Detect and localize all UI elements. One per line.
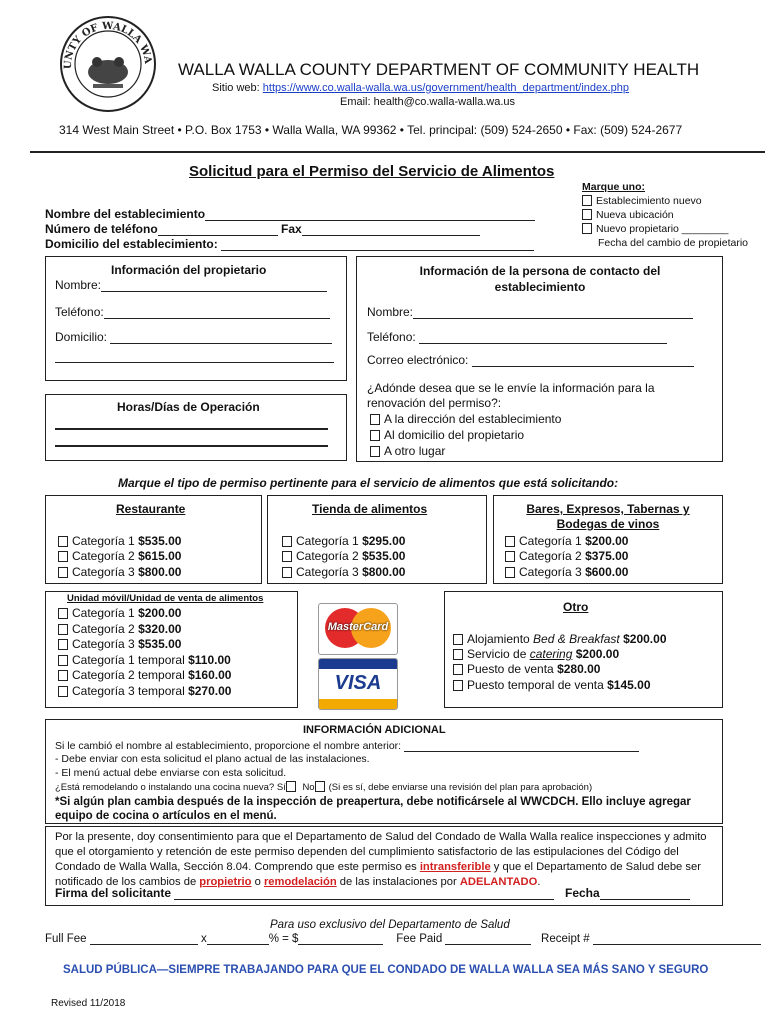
marque-owner-note: Fecha del cambio de propietario [598,237,749,249]
header-title: WALLA WALLA COUNTY DEPARTMENT OF COMMUNITY HEALTH [178,60,700,79]
plan-note: - Debe enviar con esta solicitud el plano actual de las instalaciones. [55,753,370,765]
checkbox[interactable] [282,536,292,547]
grocery-cat-2[interactable]: Categoría 2 $535.00 [282,549,405,563]
marque-option-new[interactable]: Establecimiento nuevo [582,195,702,207]
owner-address-field[interactable]: Domicilio: [55,330,332,344]
website-link[interactable]: https://www.co.walla-walla.wa.us/government/health_department/index.php [262,82,630,94]
checkbox[interactable] [582,209,592,220]
establishment-phone-field[interactable]: Número de teléfono Fax [45,222,480,236]
marque-option-owner[interactable]: Nuevo propietario ________ [582,223,729,235]
mobile-title: Unidad móvil/Unidad de venta de alimentos [67,593,264,604]
owner-title: Información del propietario [111,263,267,277]
fax-label: Fax [281,222,302,236]
mobile-item-1[interactable]: Categoría 1 $200.00 [58,606,181,620]
revised-date: Revised 11/2018 [51,998,126,1009]
bars-cat-3[interactable]: Categoría 3 $600.00 [505,565,628,579]
website-label: Sitio web: [212,82,260,94]
mobile-item-3[interactable]: Categoría 3 $535.00 [58,637,181,651]
county-seal [57,14,159,114]
checkbox[interactable] [58,686,68,697]
svg-text:COUNTY OF WALLA WALLA: UNTY OF WALLA WA [62,20,154,70]
header-address: 314 West Main Street • P.O. Box 1753 • Walla Walla, WA 99362 • Tel. principal: (509) 524-2650 • Fax: (509) 524-2677 [59,123,683,137]
checkbox[interactable] [58,536,68,547]
checkbox[interactable] [58,567,68,578]
grocery-cat-1[interactable]: Categoría 1 $295.00 [282,534,405,548]
marque-option-location[interactable]: Nueva ubicación [582,209,674,221]
checkbox[interactable] [505,551,515,562]
mobile-item-4[interactable]: Categoría 1 temporal $110.00 [58,653,231,667]
mobile-item-6[interactable]: Categoría 3 temporal $270.00 [58,684,231,698]
remodel-no-checkbox[interactable] [315,781,325,792]
checkbox[interactable] [282,567,292,578]
other-item-stand[interactable]: Puesto de venta $280.00 [453,662,600,676]
establishment-address-field[interactable]: Domicilio del establecimiento: [45,237,534,251]
restaurant-cat-1[interactable]: Categoría 1 $535.00 [58,534,181,548]
bars-cat-2[interactable]: Categoría 2 $375.00 [505,549,628,563]
contact-name-field[interactable]: Nombre: [367,305,693,319]
header-divider [30,151,765,153]
contact-title: Información de la persona de contacto del establecimiento [419,264,661,294]
checkbox[interactable] [582,195,592,206]
mastercard-logo: MasterCard [318,603,398,655]
header-email: Email: health@co.walla-walla.wa.us [340,96,516,108]
visa-logo: VISA [318,658,398,710]
checkbox[interactable] [453,634,463,645]
remodel-question: ¿Está remodelando o instalando una cocina nueva? Sí No (Si es sí, debe enviarse una revisión del plan para aprobación) [55,782,593,793]
renewal-option-other[interactable]: A otro lugar [370,444,445,458]
checkbox[interactable] [58,608,68,619]
checkbox[interactable] [282,551,292,562]
mobile-item-5[interactable]: Categoría 2 temporal $160.00 [58,668,231,682]
grocery-cat-3[interactable]: Categoría 3 $800.00 [282,565,405,579]
checkbox[interactable] [453,664,463,675]
renewal-option-establishment[interactable]: A la dirección del establecimiento [370,412,561,426]
renewal-question: ¿Adónde desea que se le envíe la información para la renovación del permiso?: [367,381,655,410]
establishment-name-field[interactable]: Nombre del establecimiento [45,207,535,221]
restaurant-cat-3[interactable]: Categoría 3 $800.00 [58,565,181,579]
checkbox[interactable] [453,649,463,660]
owner-address-line2[interactable] [55,362,334,363]
checkbox[interactable] [58,624,68,635]
plan-change-warning: *Si algún plan cambia después de la inspección de preapertura, debe notificársele al WWCDCH. Ello incluye agregar equipo de cocina o artículos en el menú. [55,796,691,822]
hours-line-2[interactable] [55,445,328,447]
checkbox[interactable] [505,536,515,547]
restaurant-cat-2[interactable]: Categoría 2 $615.00 [58,549,181,563]
other-item-temp-stand[interactable]: Puesto temporal de venta $145.00 [453,678,651,692]
office-fee-row: Full Fee x % = $ Fee Paid Receipt # [45,932,761,945]
owner-phone-field[interactable]: Teléfono: [55,305,330,319]
checkbox[interactable] [505,567,515,578]
mobile-item-2[interactable]: Categoría 2 $320.00 [58,622,181,636]
remodel-yes-checkbox[interactable] [286,781,296,792]
other-item-bnb[interactable]: Alojamiento Bed & Breakfast $200.00 [453,632,667,646]
other-title: Otro [563,600,589,614]
date-field[interactable]: Fecha [565,886,690,900]
signature-field[interactable]: Firma del solicitante [55,886,554,900]
header-website [212,82,629,94]
marque-uno-label: Marque uno: [582,181,645,193]
checkbox[interactable] [58,655,68,666]
checkbox[interactable] [453,680,463,691]
checkbox[interactable] [58,551,68,562]
slogan: SALUD PÚBLICA—SIEMPRE TRABAJANDO PARA QUE EL CONDADO DE WALLA WALLA SEA MÁS SANO Y SEGURO [63,964,709,976]
previous-name-field[interactable]: Si le cambió el nombre al establecimiento, proporcione el nombre anterior: [55,739,639,752]
bars-cat-1[interactable]: Categoría 1 $200.00 [505,534,628,548]
permit-prompt: Marque el tipo de permiso pertinente para el servicio de alimentos que está solicitando: [118,476,619,490]
additional-title: INFORMACIÓN ADICIONAL [303,724,446,736]
consent-text: Por la presente, doy consentimiento para que el Departamento de Salud del Condado de Walla Walla realice inspecciones y admito que el otorgamiento y retención de este permiso dependen del cumplimiento satisfactorio de las estipulaciones del Código del Condado de Walla Walla, Sección 8.04. Comprendo que este permiso es intransferible y que el Departamento de Salud debe ser notificado de los cambios de propietrio o remodelación de las instalaciones por ADELANTADO. [55,831,707,888]
hours-line-1[interactable] [55,428,328,430]
checkbox[interactable] [370,446,380,457]
owner-name-field[interactable]: Nombre: [55,278,327,292]
contact-phone-field[interactable]: Teléfono: [367,330,667,344]
form-title: Solicitud para el Permiso del Servicio de Alimentos [189,163,555,180]
checkbox[interactable] [370,414,380,425]
renewal-option-owner[interactable]: Al domicilio del propietario [370,428,524,442]
office-use-label: Para uso exclusivo del Departamento de Salud [270,919,510,931]
menu-note: - El menú actual debe enviarse con esta solicitud. [55,767,287,779]
checkbox[interactable] [370,430,380,441]
checkbox[interactable] [58,639,68,650]
hours-title: Horas/Días de Operación [117,400,260,414]
checkbox[interactable] [58,670,68,681]
contact-email-field[interactable]: Correo electrónico: [367,353,694,367]
other-item-catering[interactable]: Servicio de catering $200.00 [453,647,619,661]
checkbox[interactable] [582,223,592,234]
grocery-title: Tienda de alimentos [312,502,428,516]
bars-title: Bares, Expresos, Tabernas y Bodegas de vinos [526,502,690,531]
restaurant-title: Restaurante [116,502,186,516]
